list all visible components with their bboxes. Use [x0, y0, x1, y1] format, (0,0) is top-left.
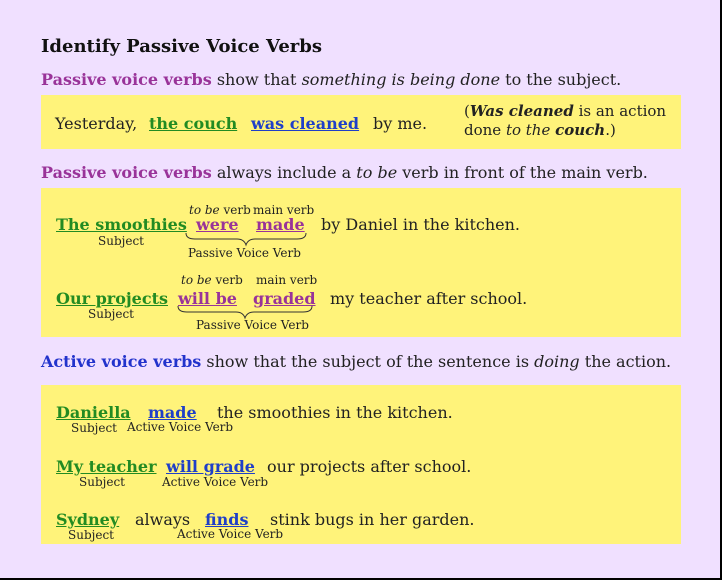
ex1-note-line-1: (Was cleaned is an action [464, 102, 667, 120]
rule-line: Passive voice verbs always include a to be verb in front of the main verb. [41, 163, 648, 182]
example-box-2 [41, 188, 681, 337]
ex1-note-line-2: done to the couch.) [464, 121, 616, 139]
ex2-brace [185, 232, 307, 246]
rule-term: Passive voice verbs [41, 163, 212, 182]
act3-subject: Sydney [56, 510, 120, 529]
ex3-brace-label: Passive Voice Verb [196, 318, 309, 332]
act1-subject-label: Subject [71, 421, 117, 435]
act2-subject: My teacher [56, 457, 157, 476]
act3-verb: finds [205, 510, 249, 529]
ex3-main-verb-label: main verb [256, 273, 318, 287]
ex2-brace-label: Passive Voice Verb [188, 246, 301, 260]
ex1-subject: the couch [149, 114, 238, 133]
page-title: Identify Passive Voice Verbs [41, 36, 322, 57]
act3-subject-label: Subject [68, 528, 114, 542]
ex1-yesterday: Yesterday, [55, 114, 138, 133]
act2-subject-label: Subject [79, 475, 125, 489]
ex1-note-verb: Was cleaned [469, 102, 574, 120]
ex3-main-verb: graded [253, 289, 316, 308]
rule-to-be: to be [356, 163, 398, 182]
act1-rest: the smoothies in the kitchen. [217, 403, 453, 422]
active-term: Active voice verbs [41, 352, 202, 371]
act2-rest: our projects after school. [267, 457, 472, 476]
ex2-subject-label: Subject [98, 234, 144, 248]
intro-line [41, 70, 621, 89]
ex2-main-verb: made [256, 215, 305, 234]
ex2-main-verb-label: main verb [253, 203, 315, 217]
active-line: Active voice verbs show that the subject of the sentence is doing the action. [41, 352, 672, 371]
ex2-to-be-verb: were [196, 215, 239, 234]
act1-verb: made [148, 403, 197, 422]
ex1-verb: was cleaned [251, 114, 360, 133]
ex2-subject: The smoothies [56, 215, 187, 234]
intro-text-2: something is being done [301, 70, 501, 89]
ex3-rest: my teacher after school. [330, 289, 528, 308]
ex2-to-be-label: to be verb [189, 203, 251, 217]
intro-text-1: show that [211, 70, 302, 89]
ex2-rest: by Daniel in the kitchen. [321, 215, 520, 234]
intro-text-3: to the subject. [500, 70, 622, 89]
ex3-to-be-verb: will be [178, 289, 237, 308]
ex1-by-me: by me. [373, 114, 428, 133]
ex1-note [464, 102, 666, 140]
act1-subject: Daniella [56, 403, 131, 422]
act1-verb-label: Active Voice Verb [127, 420, 234, 434]
active-doing: doing [534, 352, 580, 371]
act3-always: always [135, 510, 191, 529]
act3-verb-label: Active Voice Verb [177, 527, 284, 541]
ex3-brace [177, 305, 313, 319]
ex1-note-couch: couch [555, 121, 606, 139]
ex3-subject-label: Subject [88, 307, 134, 321]
act3-rest: stink bugs in her garden. [270, 510, 475, 529]
act2-verb-label: Active Voice Verb [162, 475, 269, 489]
act2-verb: will grade [166, 457, 255, 476]
intro-term: Passive voice verbs [41, 70, 212, 89]
ex3-to-be-label: to be verb [181, 273, 243, 287]
ex3-subject: Our projects [56, 289, 168, 308]
